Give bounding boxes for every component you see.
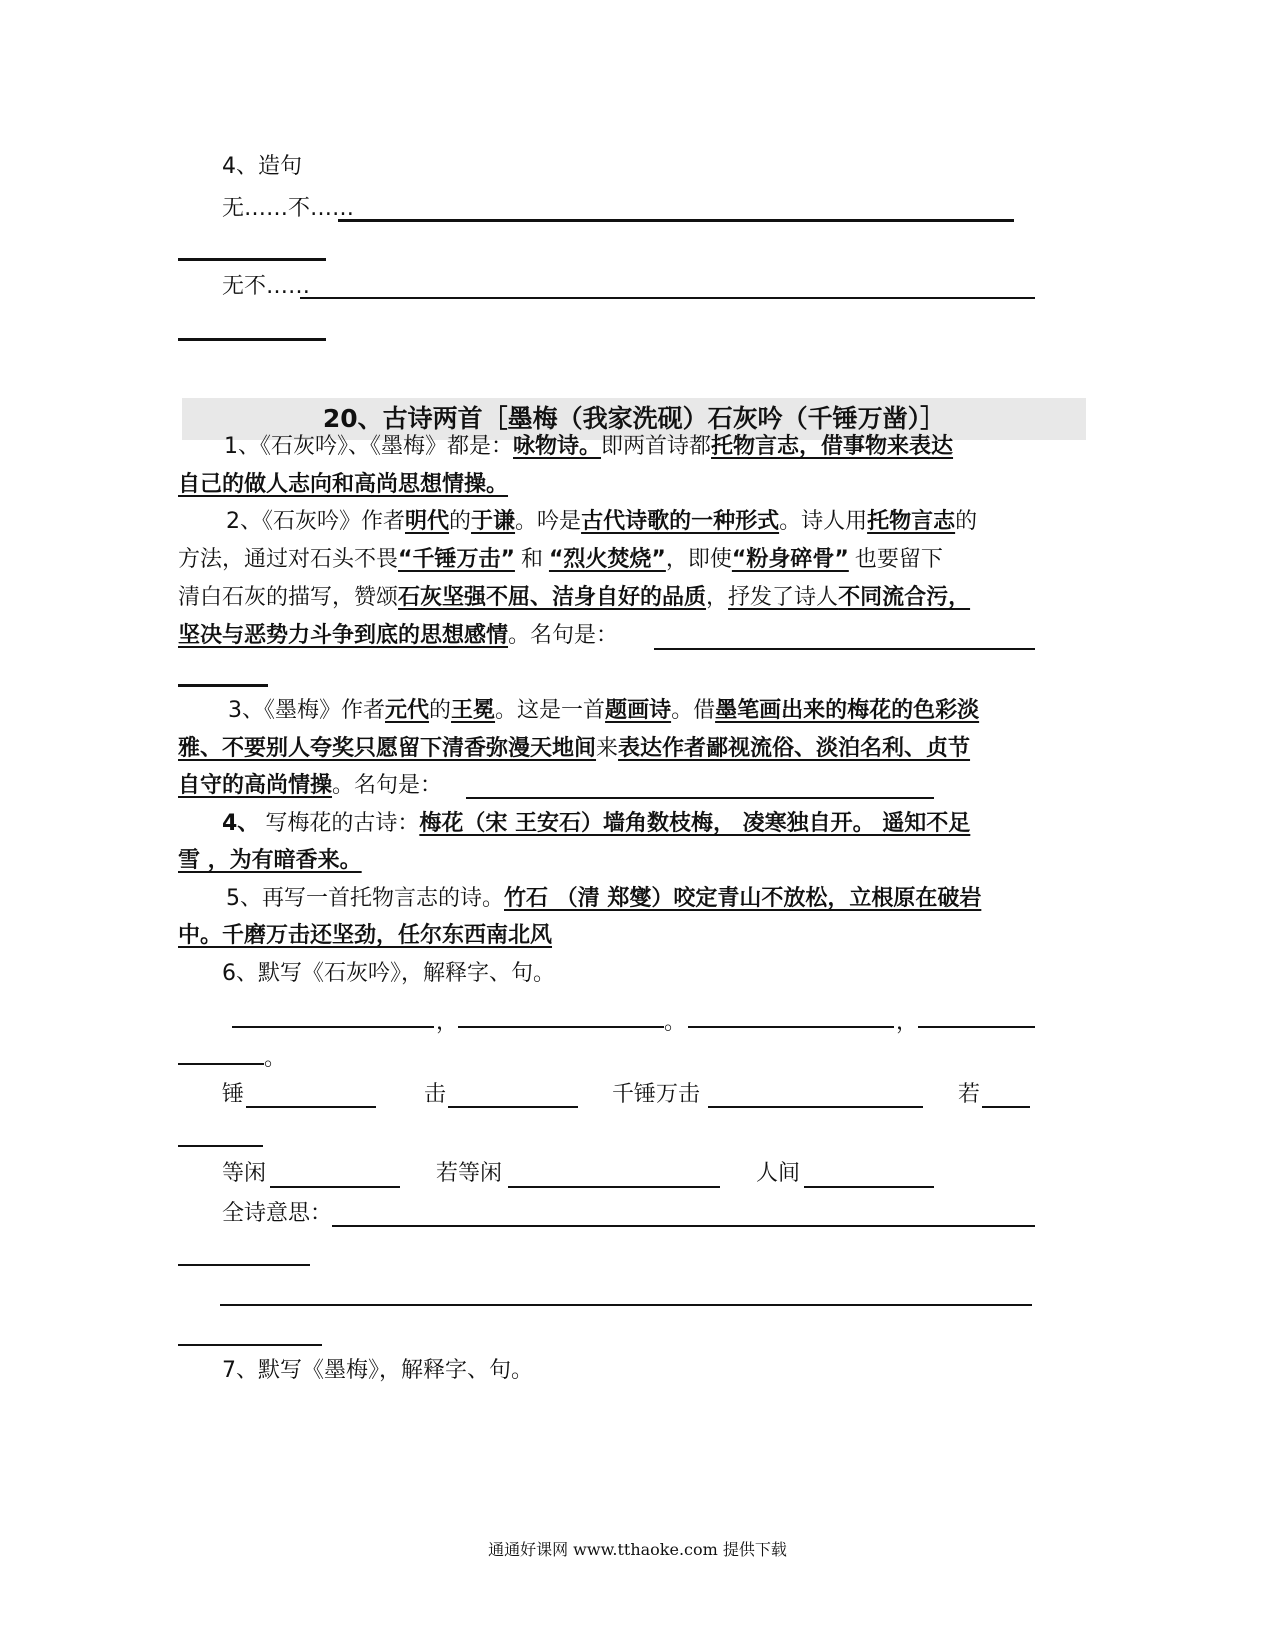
item2-text: ， xyxy=(706,585,729,610)
item6-heading: 6、默写《石灰吟》，解释字、句。 xyxy=(222,961,555,986)
answer-line[interactable] xyxy=(508,1186,720,1188)
q4-heading: 4、造句 xyxy=(222,154,302,179)
poem-line-blank[interactable] xyxy=(688,1026,894,1028)
word-6: 若等闲 xyxy=(436,1161,503,1186)
poem-line-blank[interactable] xyxy=(178,1063,264,1065)
item5-line2 xyxy=(178,921,552,951)
poem-line-blank[interactable] xyxy=(458,1026,664,1028)
item2-answer: 石灰坚强不屈、洁身自好的品质 xyxy=(398,585,707,610)
item5-answer: 竹石 （清 郑燮）咬定青山不放松，立根原在破岩 xyxy=(504,886,982,911)
item4-text: 写梅花的古诗： xyxy=(265,811,420,836)
answer-line[interactable] xyxy=(220,1304,1032,1306)
item2-text: 抒发了诗人 xyxy=(728,585,839,610)
item2-answer: 明代 xyxy=(405,509,450,534)
poem-line-blank[interactable] xyxy=(232,1026,434,1028)
item2-text: 的 xyxy=(449,509,472,534)
item2-answer: 坚决与恶势力斗争到底的思想感情 xyxy=(178,623,509,648)
item3-line3 xyxy=(178,771,442,801)
item2-line1 xyxy=(226,507,977,537)
item2-answer: 于谦 xyxy=(471,509,516,534)
punct: 。 xyxy=(664,1010,687,1035)
q4-prompt-1: 无……不…… xyxy=(222,196,355,221)
item2-text: 。名句是： xyxy=(508,623,619,648)
answer-line[interactable] xyxy=(708,1106,923,1108)
item2-answer: “烈火焚烧” xyxy=(548,547,666,572)
item4-number: 4、 xyxy=(222,811,260,836)
item2-answer: 古代诗歌的一种形式 xyxy=(581,509,780,534)
item1-line2 xyxy=(178,470,508,500)
answer-line[interactable] xyxy=(246,1106,376,1108)
answer-line[interactable] xyxy=(270,1186,400,1188)
item1-text: 1、《石灰吟》、《墨梅》都是： xyxy=(224,434,513,459)
item3-answer: 表达作者鄙视流俗、淡泊名利、贞节 xyxy=(618,736,971,761)
item2-text: ，即使 xyxy=(665,547,732,572)
item3-answer: 雅、不要别人夸奖只愿留下清香弥漫天地间 xyxy=(178,736,597,761)
item3-text: 3、《墨梅》作者 xyxy=(228,698,385,723)
item3-text: 。名句是： xyxy=(332,773,443,798)
answer-line[interactable] xyxy=(332,1225,1035,1227)
answer-line[interactable] xyxy=(982,1106,1030,1108)
item7-heading: 7、默写《墨梅》，解释字、句。 xyxy=(222,1358,533,1383)
item4-line1 xyxy=(222,809,970,839)
item2-line2 xyxy=(178,545,943,575)
item4-line2 xyxy=(178,846,362,876)
answer-line[interactable] xyxy=(338,219,1014,222)
item3-line1 xyxy=(228,696,979,726)
poem-line-blank[interactable] xyxy=(918,1026,1035,1028)
item1-line1 xyxy=(224,432,953,462)
answer-line[interactable] xyxy=(178,1344,322,1346)
item3-text: 。借 xyxy=(671,698,716,723)
item2-answer: 不同流合污， xyxy=(838,585,971,610)
item2-text: 2、《石灰吟》作者 xyxy=(226,509,405,534)
item2-text: 清白石灰的描写，赞颂 xyxy=(178,585,399,610)
item3-answer: 自守的高尚情操 xyxy=(178,773,333,798)
answer-line[interactable] xyxy=(654,648,1035,650)
answer-line[interactable] xyxy=(448,1106,578,1108)
item1-text: 即两首诗都 xyxy=(601,434,712,459)
item5-answer: 中。千磨万击还坚劲，任尔东西南北风 xyxy=(178,923,553,948)
answer-line[interactable] xyxy=(178,258,326,261)
item2-text: 也要留下 xyxy=(854,547,943,572)
punct: ， xyxy=(896,1010,919,1035)
item2-text: 。诗人用 xyxy=(779,509,868,534)
item2-answer: 托物言志 xyxy=(867,509,956,534)
item3-answer: 元代 xyxy=(385,698,430,723)
item3-text: 来 xyxy=(596,736,619,761)
footer: 通通好课网 www.tthaoke.com 提供下载 xyxy=(488,1540,787,1559)
answer-line[interactable] xyxy=(300,297,1035,299)
item5-text: 5、再写一首托物言志的诗。 xyxy=(226,886,504,911)
item3-line2 xyxy=(178,734,970,764)
item2-text: 方法，通过对石头不畏 xyxy=(178,547,399,572)
item3-answer: 王冕 xyxy=(451,698,496,723)
item2-answer: “千锤万击” xyxy=(398,547,515,572)
word-5: 等闲 xyxy=(222,1161,267,1186)
section-title: 20、古诗两首［墨梅（我家洗砚）石灰吟（千锤万凿）］ xyxy=(322,404,946,433)
item3-text: 的 xyxy=(429,698,452,723)
punct: 。 xyxy=(264,1046,287,1071)
item1-answer: 托物言志，借事物来表达 xyxy=(711,434,954,459)
word-4: 若 xyxy=(958,1082,981,1107)
word-3: 千锤万击 xyxy=(612,1082,701,1107)
item2-text: 和 xyxy=(520,547,543,572)
item4-answer: 梅花（宋 王安石）墙角数枝梅， 凌寒独自开。 遥知不足 xyxy=(419,811,971,836)
item2-text: 。吟是 xyxy=(515,509,582,534)
q4-prompt-2: 无不…… xyxy=(222,274,311,299)
word-2: 击 xyxy=(424,1082,447,1107)
word-1: 锤 xyxy=(222,1082,245,1107)
answer-line[interactable] xyxy=(466,797,934,799)
answer-line[interactable] xyxy=(178,338,326,341)
item3-text: 。这是一首 xyxy=(495,698,606,723)
answer-line[interactable] xyxy=(804,1186,934,1188)
item2-text: 的 xyxy=(955,509,978,534)
item2-answer: “粉身碎骨” xyxy=(731,547,849,572)
answer-line[interactable] xyxy=(178,684,268,687)
item2-line4 xyxy=(178,621,618,651)
meaning-label: 全诗意思： xyxy=(222,1201,333,1226)
item5-line1 xyxy=(226,884,981,914)
answer-line[interactable] xyxy=(178,1145,263,1147)
item1-answer: 自己的做人志向和高尚思想情操。 xyxy=(178,472,509,497)
item2-line3 xyxy=(178,583,970,613)
item3-answer: 墨笔画出来的梅花的色彩淡 xyxy=(715,698,980,723)
word-7: 人间 xyxy=(756,1161,801,1186)
item3-answer: 题画诗 xyxy=(605,698,672,723)
item4-answer: 雪 ，为有暗香来。 xyxy=(178,848,362,873)
answer-line[interactable] xyxy=(178,1264,310,1266)
punct: ， xyxy=(436,1010,459,1035)
item1-answer: 咏物诗。 xyxy=(513,434,602,459)
